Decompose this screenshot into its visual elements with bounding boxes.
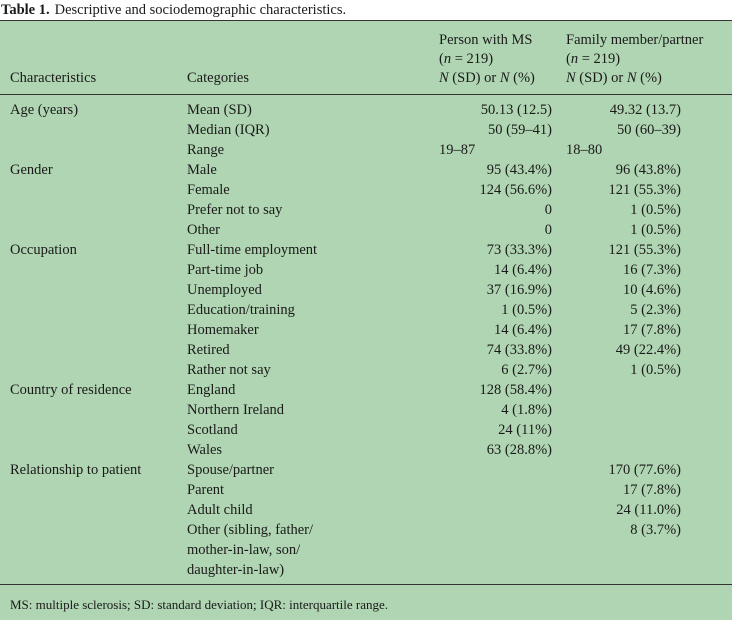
row-family-value: 49.32 (13.7) — [609, 102, 681, 118]
row-family-value: 17 (7.8%) — [623, 482, 681, 498]
row-category: Wales — [187, 442, 223, 458]
bottom-rule — [0, 584, 732, 585]
row-family-value: 17 (7.8%) — [623, 322, 681, 338]
row-category: Part-time job — [187, 262, 264, 278]
row-family-value: 96 (43.8%) — [615, 162, 681, 178]
row-category: Other — [187, 222, 221, 238]
header-ms-stat: N (SD) or N (%) — [439, 70, 535, 86]
header-ms-n: (n = 219) — [439, 51, 494, 67]
row-family-value: 121 (55.3%) — [608, 182, 681, 198]
row-category: Full-time employment — [187, 242, 318, 258]
header-family-n: (n = 219) — [566, 51, 621, 67]
row-category: Rather not say — [187, 362, 271, 378]
row-category: Adult child — [187, 502, 253, 518]
row-category: Mean (SD) — [187, 102, 252, 118]
row-category: Retired — [187, 342, 230, 358]
header-characteristics: Characteristics — [10, 70, 97, 86]
row-ms-value: 14 (6.4%) — [494, 262, 552, 278]
row-family-value: 16 (7.3%) — [623, 262, 681, 278]
row-category: Scotland — [187, 422, 238, 438]
row-characteristic: Occupation — [10, 242, 77, 258]
row-characteristic: Age (years) — [10, 102, 79, 118]
row-family-value: 1 (0.5%) — [630, 362, 681, 378]
row-family-value: 1 (0.5%) — [630, 222, 681, 238]
row-family-value: 5 (2.3%) — [630, 302, 681, 318]
row-ms-value: 19–87 — [439, 142, 476, 158]
row-category: daughter-in-law) — [187, 562, 285, 578]
row-family-value: 50 (60–39) — [616, 122, 681, 138]
row-category: Prefer not to say — [187, 202, 283, 218]
row-family-value: 49 (22.4%) — [615, 342, 681, 358]
row-ms-value: 74 (33.8%) — [486, 342, 552, 358]
header-ms-title: Person with MS — [439, 32, 533, 48]
row-category: Education/training — [187, 302, 295, 318]
row-category: Homemaker — [187, 322, 259, 338]
row-ms-value: 95 (43.4%) — [486, 162, 552, 178]
row-ms-value: 63 (28.8%) — [486, 442, 552, 458]
row-ms-value: 14 (6.4%) — [494, 322, 552, 338]
row-ms-value: 0 — [544, 202, 552, 218]
row-ms-value: 50.13 (12.5) — [480, 102, 552, 118]
table-footnote: MS: multiple sclerosis; SD: standard deviation; IQR: interquartile range. — [10, 597, 389, 612]
row-category: Median (IQR) — [187, 122, 270, 138]
row-category: Northern Ireland — [187, 402, 285, 418]
row-ms-value: 73 (33.3%) — [486, 242, 552, 258]
row-ms-value: 128 (58.4%) — [479, 382, 552, 398]
row-family-value: 8 (3.7%) — [630, 522, 681, 538]
row-category: Female — [187, 182, 230, 198]
row-family-value: 18–80 — [566, 142, 603, 158]
row-family-value: 1 (0.5%) — [630, 202, 681, 218]
row-ms-value: 124 (56.6%) — [479, 182, 552, 198]
row-category: Other (sibling, father/ — [187, 522, 314, 538]
row-ms-value: 37 (16.9%) — [486, 282, 552, 298]
header-rule — [0, 94, 732, 95]
row-ms-value: 24 (11%) — [498, 422, 552, 438]
row-family-value: 170 (77.6%) — [608, 462, 681, 478]
row-category: Spouse/partner — [187, 462, 274, 478]
row-ms-value: 6 (2.7%) — [501, 362, 552, 378]
row-category: mother-in-law, son/ — [187, 542, 301, 558]
row-family-value: 24 (11.0%) — [616, 502, 681, 518]
row-family-value: 10 (4.6%) — [623, 282, 681, 298]
row-ms-value: 1 (0.5%) — [501, 302, 552, 318]
row-ms-value: 4 (1.8%) — [501, 402, 552, 418]
table-caption — [0, 0, 346, 20]
table — [0, 20, 732, 620]
row-ms-value: 0 — [544, 222, 552, 238]
top-rule — [0, 20, 732, 21]
header-categories: Categories — [187, 70, 250, 86]
row-characteristic: Relationship to patient — [10, 462, 142, 478]
header-family-stat: N (SD) or N (%) — [566, 70, 662, 86]
row-ms-value: 50 (59–41) — [487, 122, 552, 138]
row-category: Parent — [187, 482, 225, 498]
row-family-value: 121 (55.3%) — [608, 242, 681, 258]
header-family-title: Family member/partner — [566, 32, 704, 48]
table-title: Descriptive and sociodemographic characteristics. — [54, 2, 347, 18]
row-category: England — [187, 382, 236, 398]
row-category: Unemployed — [187, 282, 262, 298]
row-category: Male — [187, 162, 217, 178]
table-label: Table 1. — [1, 2, 50, 18]
row-characteristic: Gender — [10, 162, 53, 178]
row-category: Range — [187, 142, 225, 158]
row-characteristic: Country of residence — [10, 382, 132, 398]
